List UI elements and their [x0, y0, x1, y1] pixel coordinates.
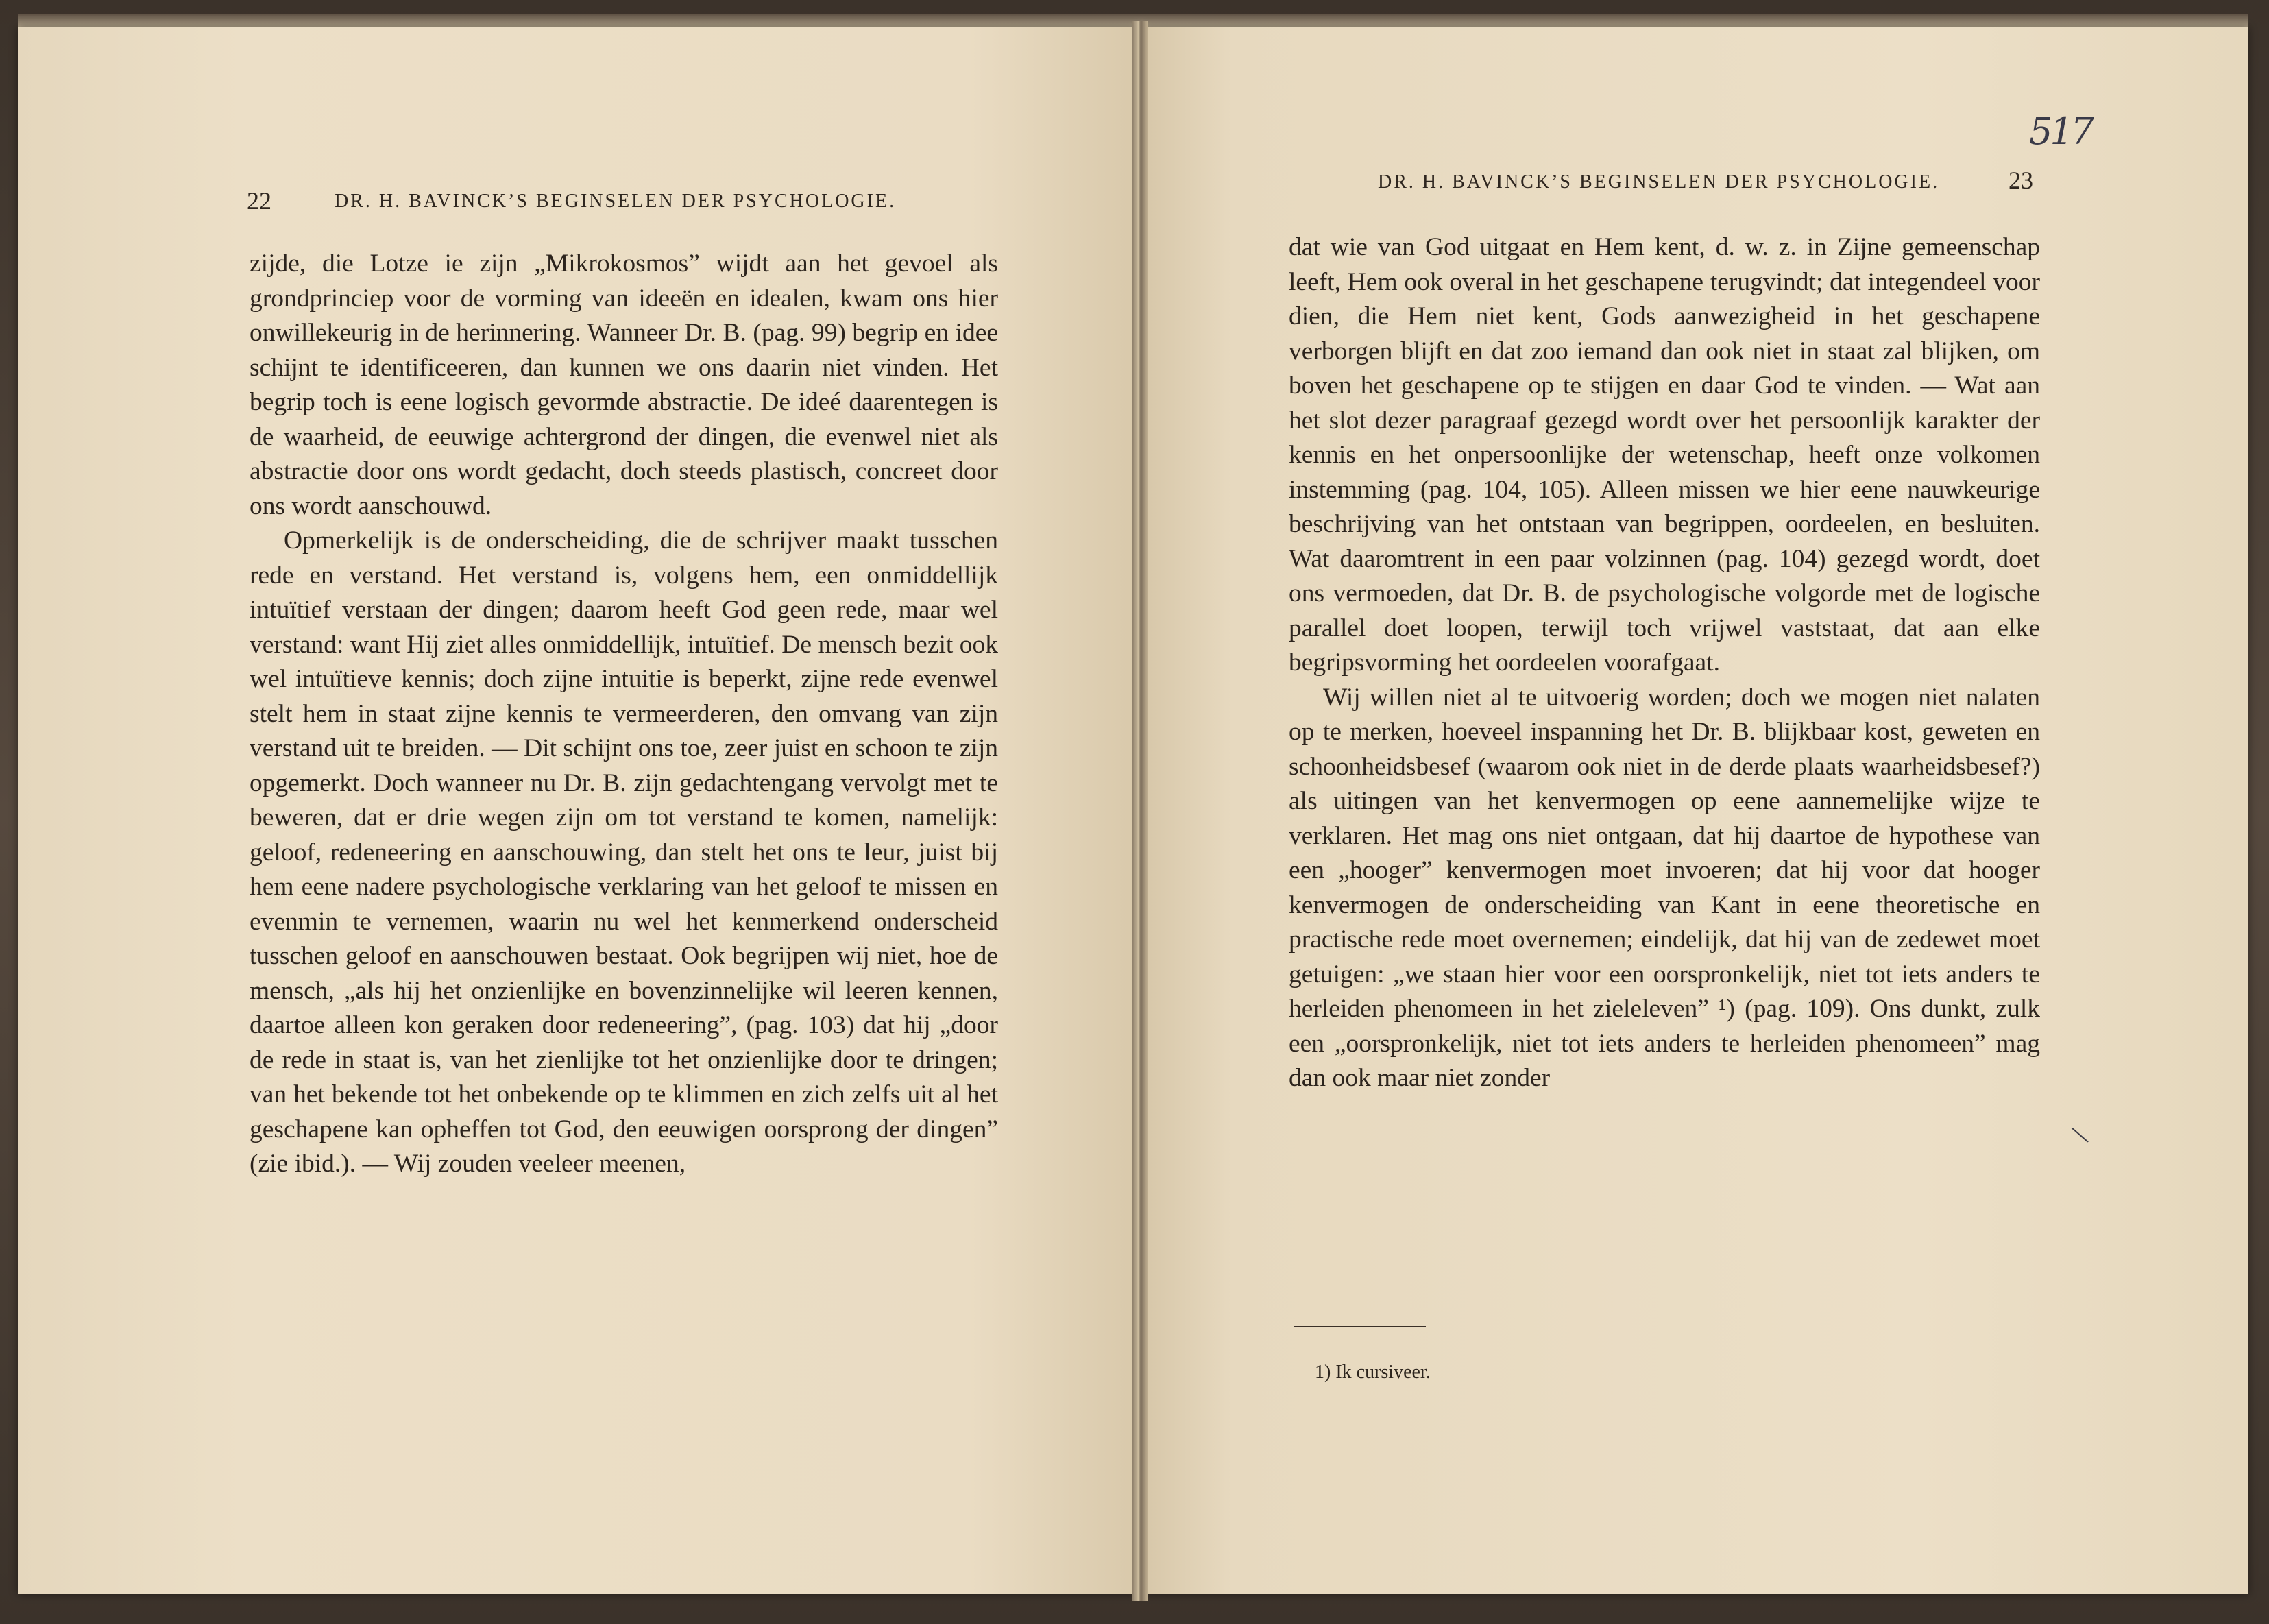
left-running-head: DR. H. BAVINCK’S BEGINSELEN DER PSYCHOLOGIE. [335, 191, 897, 212]
right-running-head: DR. H. BAVINCK’S BEGINSELEN DER PSYCHOLOGIE. [1378, 171, 1940, 193]
handwritten-annotation: 517 [2029, 110, 2092, 153]
right-paragraph-2: Wij willen niet al te uitvoerig worden; doch we mogen niet nalaten op te merken, hoeveel inspanning het Dr. B. blijkbaar kost, geweten en schoonheidsbesef (waarom ook niet in de derde plaats waarheidsbesef?) als uitingen van het kenvermogen op eene aannemelijke wijze te verklaren. Het mag ons niet ontgaan, dat hij daartoe de hypothese van een „hooger” kenvermogen moet invoeren; dat hij voor dat hooger kenvermogen de onderscheiding van Kant in eene theoretische en practische rede moet overnemen; eindelijk, dat hij van de zedewet moet getuigen: „we staan hier voor een oorspronkelijk, niet tot iets anders te herleiden phenomeen in het zieleleven” ¹) (pag. 109). Ons dunkt, zulk een „oorspronkelijk, niet tot iets anders te herleiden phenomeen” mag dan ook maar niet zonder [1289, 683, 2040, 1092]
left-paragraph-1: zijde, die Lotze ie zijn „Mikrokosmos” wijdt aan het gevoel als grondprinciep voor de vorming van ideeën en idealen, kwam ons hier onwillekeurig in de herinnering. Wanneer Dr. B. (pag. 99) begrip en idee schijnt te identificeeren, dan kunnen we ons daarin niet vinden. Het begrip toch is eene logisch gevormde abstractie. De ideé daarentegen is de waarheid, de eeuwige achtergrond der dingen, die evenwel niet als abstractie door ons wordt gedacht, doch steeds plastisch, concreet door ons wordt aanschouwd. [250, 250, 998, 520]
left-paragraph-2: Opmerkelijk is de onderscheiding, die de schrijver maakt tusschen rede en verstand. Het verstand is, volgens hem, een onmiddellijk intuïtief verstaan der dingen; daarom heeft God geen rede, maar wel verstand: want Hij ziet alles onmiddellijk, intuïtief. De mensch bezit ook wel intuïtieve kennis; doch zijne intuitie is beperkt, zijne rede evenwel stelt hem in staat zijne kennis te vermeerderen, den omvang van zijn verstand uit te breiden. — Dit schijnt ons toe, zeer juist en schoon te zijn opgemerkt. Doch wanneer nu Dr. B. zijn gedachtengang vervolgt met te beweren, dat er drie wegen zijn om tot verstand te komen, namelijk: geloof, redeneering en aanschouwing, dan stelt het ons te leur, juist bij hem eene nadere psychologische verklaring van het geloof te missen en evenmin te vernemen, waarin nu wel het kenmerkend onderscheid tusschen geloof en aanschouwen bestaat. Ook begrijpen wij niet, hoe de mensch, „als hij het onzienlijke en bovenzinnelijke wil leeren kennen, daartoe alleen kon geraken door redeneering”, (pag. 103) dat hij „door de rede in staat is, van het zienlijke tot het onzienlijke door te dringen; van het bekende tot het onbekende op te klimmen en zich zelfs uit al het geschapene kan opheffen tot God, den eeuwigen oorsprong der dingen” (zie ibid.). — Wij zouden veeleer meenen, [250, 526, 998, 1178]
right-text-column [1289, 230, 2040, 1096]
right-page-number: 23 [2009, 167, 2033, 194]
left-text-column [250, 247, 998, 1182]
right-paragraph-1: dat wie van God uitgaat en Hem kent, d. w. z. in Zijne gemeenschap leeft, Hem ook overal in het geschapene terugvindt; dat integendeel voor dien, die Hem niet kent, Gods aanwezigheid in het geschapene verborgen blijft en dat zoo iemand dan ook niet in staat zal blijken, om boven het geschapene op te stijgen en daar God te vinden. — Wat aan het slot dezer paragraaf gezegd wordt over het persoonlijk karakter der kennis en het onpersoonlijke der wetenschap, heeft onze volkomen instemming (pag. 104, 105). Alleen missen we hier eene nauwkeurige beschrijving van het ontstaan van begrippen, oordeelen, en besluiten. Wat daaromtrent in een paar volzinnen (pag. 104) gezegd wordt, doet ons vermoeden, dat Dr. B. de psychologische volgorde met de logische parallel doet loopen, terwijl toch vrijwel vaststaat, dat aan elke begripsvorming het oordeelen voorafgaat. [1289, 233, 2040, 677]
footnote: 1) Ik cursiveer. [1315, 1361, 1431, 1383]
book-gutter [1132, 21, 1148, 1601]
footnote-rule [1294, 1326, 1426, 1327]
pencil-margin-mark: \ [2067, 1118, 2092, 1152]
left-page-number: 22 [247, 187, 271, 215]
